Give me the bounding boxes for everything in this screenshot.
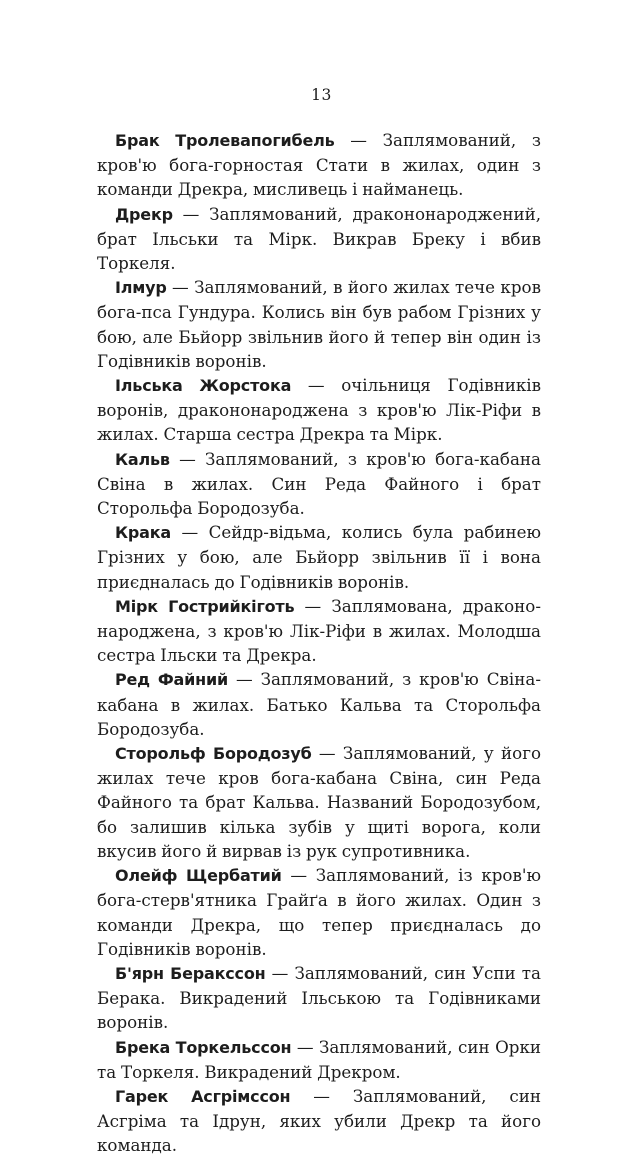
character-entry — [97, 594, 541, 668]
character-entry — [97, 961, 541, 1035]
character-entry — [97, 275, 541, 373]
character-entry — [97, 667, 541, 741]
character-description: — Заплямований, син Успи та Беракa. Викрадений Ільською та Годівниками воронів. — [97, 962, 541, 1033]
character-entry — [97, 447, 541, 521]
character-description: — Заплямований, з кров'ю бога-кабана Свіна в жилах. Син Реда Файного і брат Сторольфа Бородозуба. — [97, 448, 541, 519]
character-list — [97, 128, 541, 1158]
character-name: Б'ярн Бераксcон — [115, 963, 266, 983]
character-description: — Заплямований, у його жилах тече кров бога-кабана Свіна, син Реда Файного та брат Кальва. Названий Бородозубом, бо залишив кілька зубів у щиті ворога, коли вкусив його й вирвав із рук супротивника. — [97, 743, 541, 861]
character-entry — [97, 1035, 541, 1084]
character-description: — Заплямований, із кров'ю бога-стерв'ятника Грайґа в його жилах. Один з команди Дрекра, що тепер приєдналась до Годівників воронів. — [97, 865, 541, 959]
character-description: — Сейдр-відьма, колись була рабинею Грізних у бою, але Бьйорр звільнив її і вона приєдналась до Годівників воронів. — [97, 522, 541, 592]
character-entry — [97, 741, 541, 863]
character-name: Дрекр — [115, 204, 173, 224]
character-name: Крака — [115, 523, 171, 543]
character-entry — [97, 128, 541, 202]
character-name: Кальв — [115, 449, 170, 469]
character-name: Ред Файний — [115, 670, 229, 690]
character-name: Брак Тролевапогибель — [115, 131, 335, 150]
character-entry — [97, 202, 541, 276]
character-entry — [97, 863, 541, 961]
character-name: Гарек Асгрімссон — [115, 1086, 291, 1106]
character-description: — Заплямований, з кров'ю бога-горностая Стати в жилах, один з команди Дрекра, мисливець і найманець. — [97, 130, 541, 200]
character-entry — [97, 373, 541, 447]
character-name: Ілмур — [115, 278, 167, 298]
character-name: Брека Торкельссон — [115, 1037, 292, 1057]
page-number: 13 — [311, 86, 332, 104]
character-description: — Заплямована, дракононароджена, з кров'ю Лік-Ріфи в жилах. Молодша сестра Ільски та Дрекра. — [97, 595, 541, 666]
character-description: — Заплямований, в його жилах тече кров бога-пса Гундура. Колись він був рабом Грізних у бою, але Бьйорр звільнив його й тепер він один із Годівників воронів. — [97, 277, 541, 371]
character-entry — [97, 1084, 541, 1158]
character-name: Сторольф Бородозуб — [115, 744, 312, 764]
character-name: Ільська Жорстока — [115, 376, 292, 396]
character-name: Олейф Щербатий — [115, 866, 282, 886]
character-description: — Заплямований, син Асгріма та Ідрун, яких убили Дрекр та його команда. — [97, 1085, 541, 1156]
character-description: — Заплямований, з кров'ю Свіна-кабана в жилах. Батько Кальва та Сторольфа Бородозуба. — [97, 669, 541, 739]
character-description: — Заплямований, дракононароджений, брат Ільськи та Мірк. Викрав Бреку і вбив Торкеля. — [97, 203, 541, 274]
character-description: — Заплямований, син Орки та Торкеля. Викрадений Дрекром. — [97, 1036, 541, 1082]
character-entry — [97, 520, 541, 594]
character-description: — очільниця Годівників воронів, дракононароджена з кров'ю Лік-Ріфи в жилах. Старша сестра Дрекра та Мірк. — [97, 375, 542, 445]
character-name: Мірк Гострийкіготь — [115, 596, 295, 616]
